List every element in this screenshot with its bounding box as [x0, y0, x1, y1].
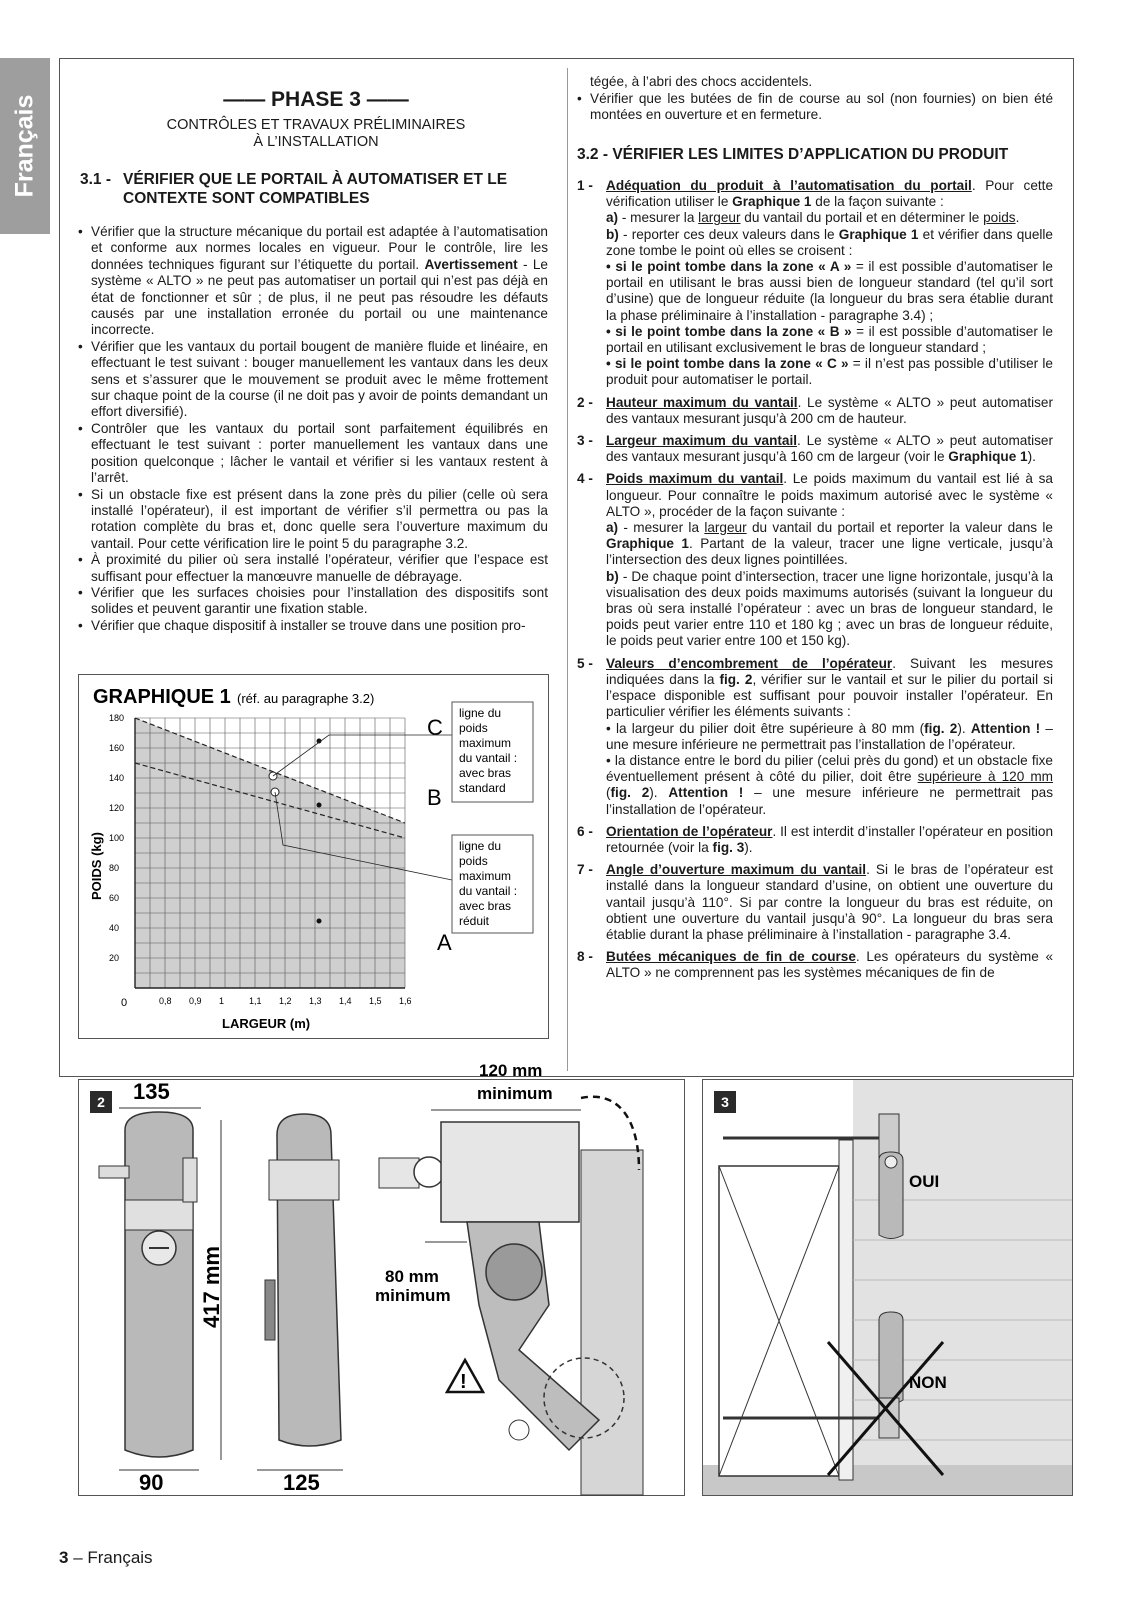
- legend-line: avec bras: [459, 899, 512, 913]
- x-tick-label: 1: [219, 996, 225, 1006]
- legend-line: poids: [459, 854, 488, 868]
- legend-line: du vantail :: [459, 884, 518, 898]
- label-oui: OUI: [909, 1172, 940, 1191]
- right-column-top: [577, 74, 1053, 123]
- list-item: • À proximité du pilier où sera installé l’opérateur, vérifier que l’espace est suffisant pour effectuer la manœuvre manuelle de débrayage.: [78, 552, 548, 585]
- phase-subtitle-2: À L’INSTALLATION: [253, 134, 379, 150]
- y-tick-label: 40: [109, 923, 120, 933]
- dimension-120-line-1: 120 mm: [479, 1061, 543, 1080]
- label-non: NON: [909, 1373, 947, 1392]
- list-item: 6 - Orientation de l’opérateur. Il est interdit d’installer l’opérateur en position retournée (voir la fig. 3).: [577, 823, 1053, 855]
- list-item: • Vérifier que la structure mécanique du portail est adaptée à l’automatisation et conforme aux normes locales en vigueur. Pour le contrôle, lire les données techniques figurant sur l’étiquette du portail. Avertissement - Le système « ALTO » ne peut pas automatiser un portail qui n’est pas déjà en état de fonctionner et sûr ; de plus, il ne peut pas résoudre les défauts causés par une installation erronée du portail ou une maintenance incorrecte.: [78, 224, 548, 339]
- y-tick-label: 180: [109, 713, 125, 723]
- phase-header: [80, 88, 552, 151]
- dimension-90: 90: [139, 1470, 164, 1495]
- page-number: 3: [59, 1548, 69, 1567]
- dimension-120-line-2: minimum: [477, 1084, 553, 1103]
- y-tick-label: 80: [109, 863, 120, 873]
- zone-marker: [317, 803, 322, 808]
- language-side-tab: [0, 58, 50, 234]
- phase-subtitle-1: CONTRÔLES ET TRAVAUX PRÉLIMINAIRES: [166, 117, 466, 133]
- x-tick-label: 1,5: [369, 996, 382, 1006]
- x-tick-label: 0,8: [159, 996, 172, 1006]
- footer-separator: –: [68, 1548, 88, 1567]
- figure-2-drawing: [79, 1061, 684, 1495]
- section-3-1-number: 3.1 -: [80, 171, 112, 188]
- dimension-417: 417 mm: [199, 1246, 224, 1328]
- column-divider: [567, 68, 568, 1071]
- list-item: • Vérifier que les vantaux du portail bougent de manière fluide et linéaire, en effectuant le test suivant : bouger manuellement les vantaux dans les deux sens et s’assurer que le mouvement se produit avec le même frottement sur chaque point de la course (il ne doit pas y avoir de points demandant un effort diversifié).: [78, 339, 548, 421]
- y-tick-label: 140: [109, 773, 125, 783]
- footer-language: Français: [87, 1548, 153, 1567]
- legend-line: poids: [459, 721, 488, 735]
- operator-front-view: [99, 1112, 197, 1457]
- chart-xlabel: LARGEUR (m): [222, 1016, 311, 1031]
- legend-line: ligne du: [459, 706, 502, 720]
- figure-2-badge: 2: [90, 1091, 112, 1113]
- svg-text:!: !: [460, 1371, 467, 1393]
- y-tick-label: 120: [109, 803, 125, 813]
- chart-ylabel: POIDS (kg): [89, 832, 104, 900]
- legend-line: du vantail :: [459, 751, 518, 765]
- list-item: • Contrôler que les vantaux du portail sont parfaitement équilibrés en effectuant le test suivant : porter manuellement les vantaux dans une position quelconque ; lâcher le vantail et vérifier si les vantaux restent à l’arrêt.: [78, 421, 548, 487]
- legend-line: avec bras: [459, 766, 512, 780]
- list-item: 3 - Largeur maximum du vantail. Le système « ALTO » peut automatiser des vantaux mesurant jusqu’à 160 cm de largeur (voir le Graphique 1).: [577, 433, 1054, 465]
- chart-title: GRAPHIQUE 1: [93, 686, 231, 708]
- list-item: • Vérifier que les butées de fin de course au sol (non fournies) on bien été montées en ouverture et en fermeture.: [577, 91, 1053, 124]
- graphique-1-chart: [79, 675, 548, 1038]
- list-item: 5 - Valeurs d’encombrement de l’opérateur. Suivant les mesures indiquées dans la fig. 2, vérifier sur le vantail et sur le pilier du portail si l’espace disponible est suffisant pour pouvoir installer l’opérateur. En particulier vérifier les éléments suivants : • la largeur du pilier doit être supérieure à 80 mm (fig. 2). Attention ! – une mesure inférieure ne permettrait pas l’installation de l’opérateur. • la distance entre le bord du pilier (celui près du gond) et un obstacle fixe éventuellement présent à côté du pilier, doit être supérieure à 120 mm (fig. 2). Attention ! – une mesure inférieure ne permettrait pas l’installation de l’opérateur.: [577, 655, 1054, 817]
- section-3-1-heading: [80, 170, 550, 208]
- zone-label-b: B: [427, 785, 442, 810]
- dimension-80-line-1: 80 mm: [385, 1267, 439, 1286]
- x-tick-label: 1,3: [309, 996, 322, 1006]
- list-item: • Si un obstacle fixe est présent dans la zone près du pilier (celle où sera installé l’opérateur), il est important de vérifier s’il permettra ou pas la rotation complète du bras et, donc quelle sera l’ouverture maximum du vantail. Pour cette vérification lire le point 5 du paragraphe 3.2.: [78, 487, 548, 553]
- origin-label: 0: [121, 997, 128, 1009]
- list-item: • Vérifier que les surfaces choisies pour l’installation des dispositifs sont solides et peuvent garantir une fixation stable.: [78, 585, 548, 618]
- x-tick-label: 0,9: [189, 996, 202, 1006]
- section-3-1-body: [78, 224, 548, 634]
- continuation-text: tégée, à l’abri des chocs accidentels.: [590, 74, 813, 89]
- legend-line: réduit: [459, 914, 490, 928]
- x-tick-label: 1,6: [399, 996, 412, 1006]
- x-tick-label: 1,2: [279, 996, 292, 1006]
- dimension-125: 125: [283, 1470, 320, 1495]
- figure-2-box: [78, 1061, 685, 1496]
- dimension-135: 135: [133, 1079, 170, 1104]
- y-tick-label: 160: [109, 743, 125, 753]
- list-item: 8 - Butées mécaniques de fin de course. Les opérateurs du système « ALTO » ne comprennent pas les systèmes mécaniques de fin de: [577, 949, 1053, 981]
- legend-line: standard: [459, 781, 506, 795]
- legend-line: maximum: [459, 869, 512, 883]
- figure-3-box: [702, 1079, 1073, 1496]
- list-item: • Vérifier que chaque dispositif à installer se trouve dans une position pro-: [78, 618, 548, 634]
- figure-3-drawing: [703, 1080, 1072, 1495]
- dimension-80-line-2: minimum: [375, 1286, 451, 1305]
- y-tick-label: 60: [109, 893, 120, 903]
- zone-label-a: A: [437, 930, 452, 955]
- chart-subtitle: (réf. au paragraphe 3.2): [237, 691, 375, 706]
- page-footer: [59, 1548, 153, 1568]
- x-tick-label: 1,1: [249, 996, 262, 1006]
- x-tick-label: 1,4: [339, 996, 352, 1006]
- y-tick-label: 100: [109, 833, 125, 843]
- list-item: 4 - Poids maximum du vantail. Le poids maximum du vantail est lié à sa longueur. Pour connaître le poids maximum autorisé avec le système « ALTO », procéder de la façon suivante : a) - mesurer la largeur du vantail du portail et reporter la valeur dans le Graphique 1. Partant de la valeur, tracer une ligne verticale, jusqu’à l’intersection des deux lignes pointillées. b) - De chaque point d’intersection, tracer une ligne horizontale, jusqu’à la visualisation des deux poids maximums autorisés (suivant la longueur du bras où sera installé l’opérateur : avec un bras de longueur standard, le poids peut varier entre 110 et 180 kg ; avec un bras de longueur réduite, le poids peut varier entre 100 et 150 kg).: [577, 471, 1053, 649]
- figure-3-badge: 3: [714, 1091, 736, 1113]
- list-item: 7 - Angle d’ouverture maximum du vantail. Si le bras de l’opérateur est installé dans la longueur standard d’usine, on obtient une ouverture du vantail jusqu’à 110°. Si par contre la longueur du bras est réduite, on obtient une ouverture du vantail jusqu’à 90°. La longueur du bras sera établie durant la phase préliminaire à l’installation - paragraphe 3.4.: [577, 862, 1054, 942]
- section-3-1-title-2: CONTEXTE SONT COMPATIBLES: [123, 190, 370, 207]
- section-3-1-title-1: VÉRIFIER QUE LE PORTAIL À AUTOMATISER ET LE: [123, 171, 508, 188]
- y-tick-label: 20: [109, 953, 120, 963]
- section-3-2-body: [577, 178, 1053, 988]
- list-item: 1 - Adéquation du produit à l’automatisation du portail. Pour cette vérification utiliser le Graphique 1 de la façon suivante : a) - mesurer la largeur du vantail du portail et en déterminer le poids. b) - reporter ces deux valeurs dans le Graphique 1 et vérifier dans quelle zone tombe le point où elles se croisent : • si le point tombe dans la zone « A » = il est possible d’automatiser le portail en utilisant le bras aussi bien de longueur standard (tel qu’il sort d’usine) que de longueur réduite (la longueur du bras sera établie durant la phase préliminaire à l’installation - paragraphe 3.4) ; • si le point tombe dans la zone « B » = il est possible d’automatiser le portail en utilisant exclusivement le bras de longueur standard ; • si le point tombe dans la zone « C » = il n’est pas possible d’utiliser le produit pour automatiser le portail.: [577, 178, 1054, 388]
- side-tab-label: Français: [10, 94, 39, 198]
- phase-title: —— PHASE 3 ——: [223, 88, 409, 111]
- list-item: 2 - Hauteur maximum du vantail. Le système « ALTO » peut automatiser des vantaux mesurant jusqu’à 200 cm de hauteur.: [577, 394, 1054, 426]
- graphique-1-box: [78, 674, 549, 1039]
- section-3-2-title: 3.2 - VÉRIFIER LES LIMITES D’APPLICATION DU PRODUIT: [577, 146, 1009, 163]
- operator-side-view: [265, 1114, 341, 1446]
- zone-marker: [317, 919, 322, 924]
- legend-line: maximum: [459, 736, 512, 750]
- legend-line: ligne du: [459, 839, 502, 853]
- zone-label-c: C: [427, 715, 443, 740]
